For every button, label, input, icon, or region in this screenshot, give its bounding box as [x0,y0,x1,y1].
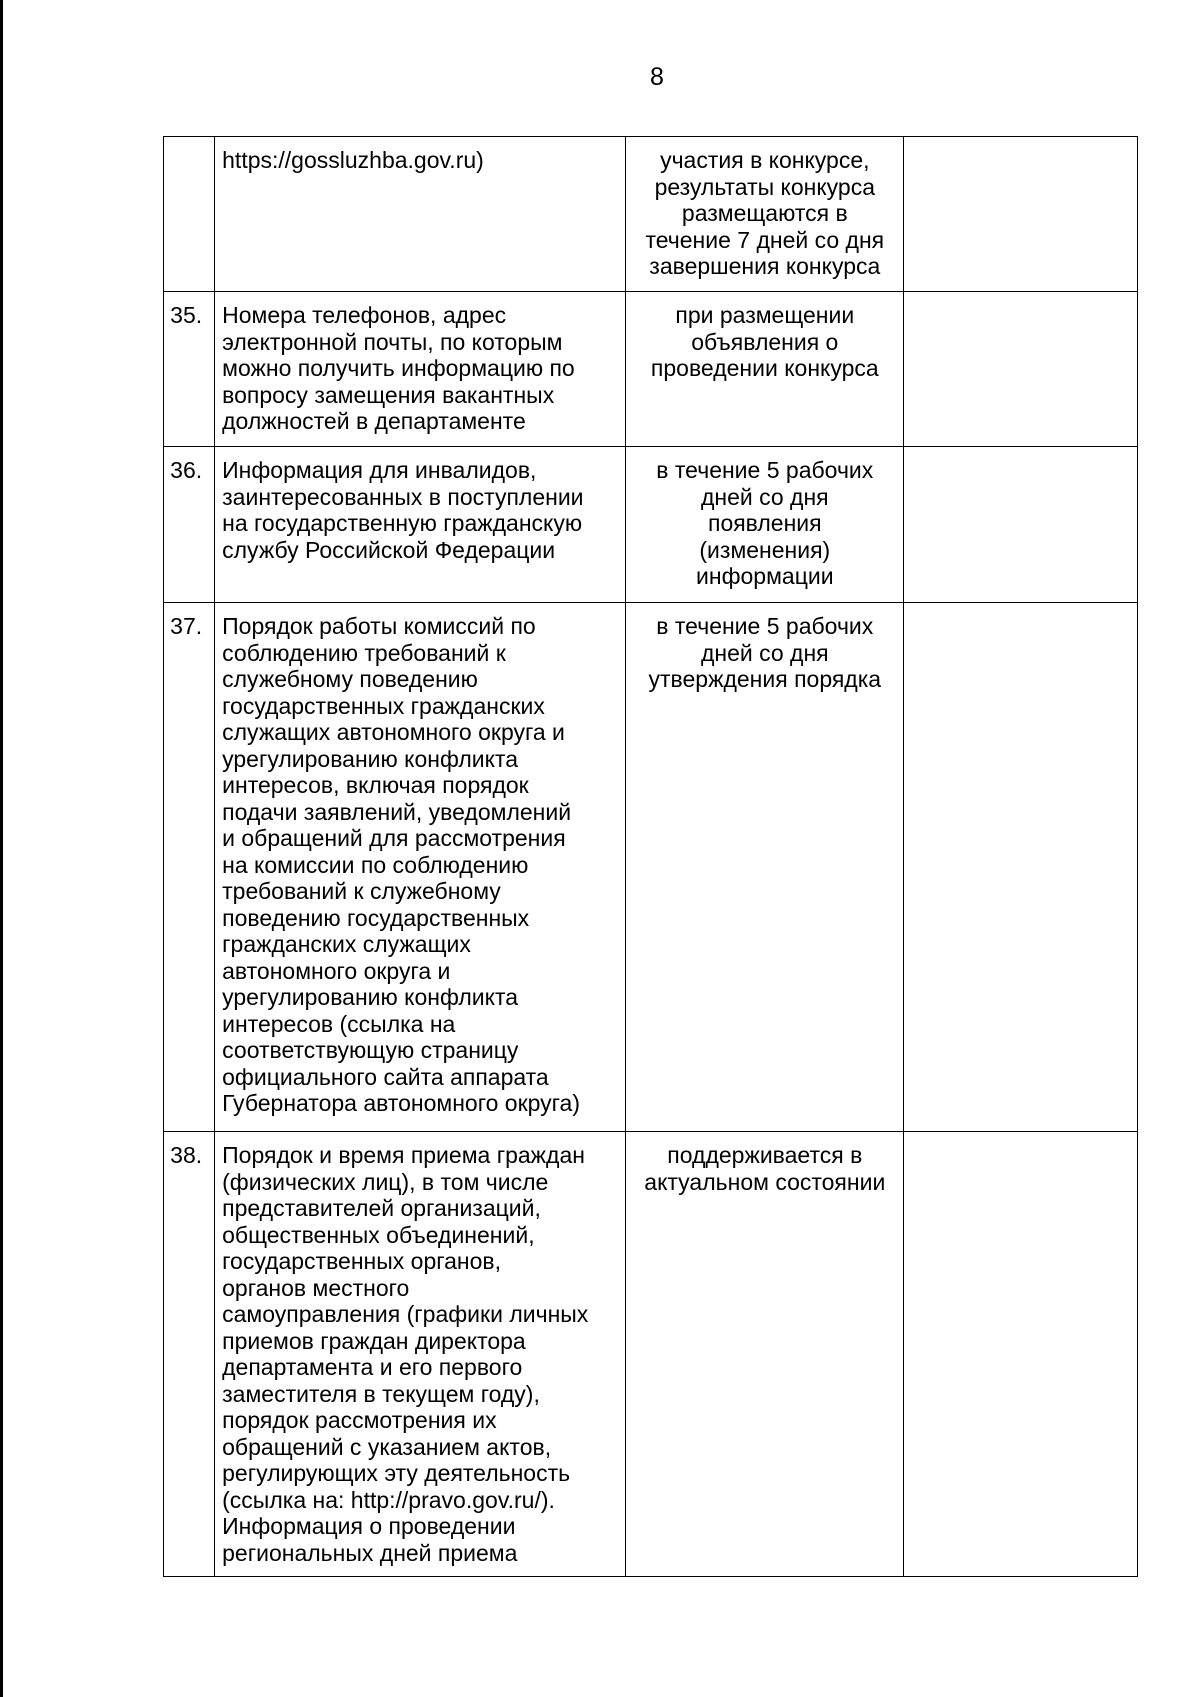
info-cell [215,603,626,1132]
table-row [164,292,1138,447]
term-text: поддерживается в актуальном состоянии [644,1142,886,1195]
term-cell [626,603,904,1132]
term-cell [626,1132,904,1577]
page-number: 8 [650,63,664,91]
info-text: Информация для инвалидов, заинтересованных в поступлении на государственную гражданскую службу Российской Федерации [222,457,584,563]
row-number: 38. [170,1142,203,1168]
responsible-cell [904,292,1138,447]
info-text: Номера телефонов, адрес электронной почты, по которым можно получить информацию по вопросу замещения вакантных должностей в департаменте [222,302,575,434]
row-number-cell [164,137,215,292]
row-number: 37. [170,613,203,639]
row-number: 36. [170,457,203,483]
info-cell [215,1132,626,1577]
responsible-cell [904,1132,1138,1577]
row-number-cell [164,447,215,603]
term-text: при размещении объявления о проведении конкурса [650,302,879,381]
table-row [164,137,1138,292]
table-row [164,1132,1138,1577]
table-row [164,447,1138,603]
info-text: https://gossluzhba.gov.ru) [222,147,484,173]
info-text: Порядок работы комиссий по соблюдению требований к служебному поведению государственных гражданских служащих автономного округа и урегулированию конфликта интересов, включая порядок подачи заявлений, уведомлений и обращений для рассмотрения на комиссии по соблюдению требований к служебному поведению государственных гражданских служащих автономного округа и урегулированию конфликта интересов (ссылка на соответствующую страницу официального сайта аппарата Губернатора автономного округа) [222,613,580,1116]
row-number: 35. [170,302,203,328]
row-number-cell [164,292,215,447]
term-cell [626,447,904,603]
term-text: в течение 5 рабочих дней со дня появления (изменения) информации [656,457,874,589]
info-cell [215,292,626,447]
responsible-cell [904,137,1138,292]
term-text: в течение 5 рабочих дней со дня утверждения порядка [648,613,882,692]
information-table [163,136,1138,1577]
row-number-cell [164,603,215,1132]
responsible-cell [904,603,1138,1132]
scan-edge-line [0,0,3,1697]
info-cell [215,137,626,292]
info-text: Порядок и время приема граждан (физических лиц), в том числе представителей организаций, общественных объединений, государственных органов, органов местного самоуправления (графики личных приемов граждан директора департамента и его первого заместителя в текущем году), порядок рассмотрения их обращений с указанием актов, регулирующих эту деятельность (ссылка на: http://pravo.gov.ru/). Информация о проведении региональных дней приема [222,1142,589,1566]
term-cell [626,292,904,447]
term-text: участия в конкурсе, результаты конкурса размещаются в течение 7 дней со дня завершения конкурса [645,147,885,279]
responsible-cell [904,447,1138,603]
info-cell [215,447,626,603]
term-cell [626,137,904,292]
table-row [164,603,1138,1132]
row-number-cell [164,1132,215,1577]
